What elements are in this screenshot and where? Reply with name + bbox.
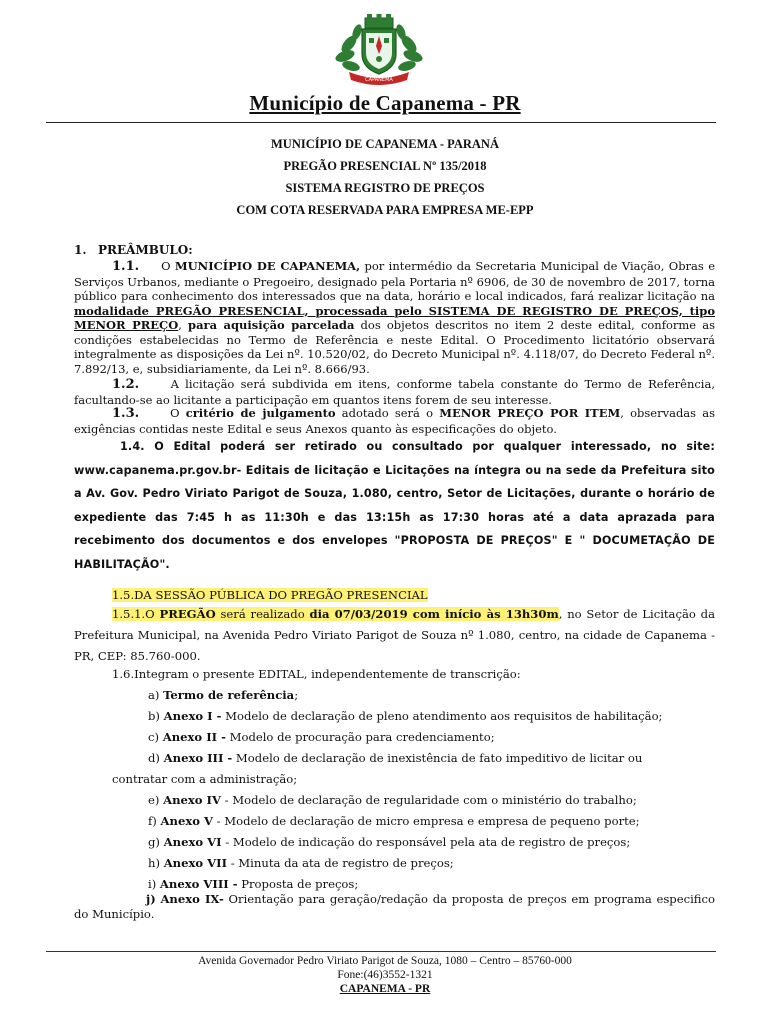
paragraph-1-5-1 xyxy=(74,604,715,667)
annex-desc: Modelo de declaração de inexistência de fato impeditivo de licitar ou xyxy=(232,751,643,765)
annex-desc: Orientação para geração/redação da proposta de preços em programa especifico do Município. xyxy=(74,892,715,921)
crest-ribbon-text: CAPANEMA xyxy=(365,77,393,83)
annex-letter: a) xyxy=(148,688,160,702)
annex-desc: - Modelo de indicação do responsável pela ata de registro de preços; xyxy=(221,835,631,849)
annex-desc: ; xyxy=(294,688,299,702)
annex-desc: Proposta de preços; xyxy=(237,877,359,891)
annex-item-h xyxy=(148,856,454,871)
annex-letter: c) xyxy=(148,730,160,744)
annex-letter: g) xyxy=(148,835,160,849)
annex-name: Anexo III - xyxy=(163,751,233,765)
text-run: por intermédio da Secretaria Municipal de Viação, Obras e Serviços Urbanos, mediante o Pregoeiro, designado pela Portaria nº 6906, de 30 de novembro de 2017, torna público para conhecimento dos interessados que na data, horário e local indicados, fará realizar licitação na xyxy=(74,259,716,303)
text-run-bold: critério de julgamento xyxy=(185,406,336,420)
annex-name: Anexo V xyxy=(160,814,213,828)
paragraph-1-3 xyxy=(74,406,715,436)
annex-desc: - Modelo de declaração de regularidade com o ministério do trabalho; xyxy=(220,793,637,807)
title-line-4: COM COTA RESERVADA PARA EMPRESA ME-EPP xyxy=(236,203,534,217)
section-1-5-heading xyxy=(112,588,428,603)
annex-letter: e) xyxy=(148,793,160,807)
annex-desc: - Minuta da ata de registro de preços; xyxy=(227,856,454,870)
coat-of-arms-icon xyxy=(335,14,423,86)
annex-desc: - Modelo de declaração de micro empresa e empresa de pequeno porte; xyxy=(213,814,640,828)
text-run: , xyxy=(178,318,189,332)
annex-name: Anexo VIII - xyxy=(159,877,238,891)
text-run-bold: MENOR PREÇO POR ITEM xyxy=(439,406,621,420)
annex-letter: i) xyxy=(148,877,157,891)
annex-name: Anexo IX- xyxy=(160,892,224,906)
paragraph-number: 1.2. xyxy=(112,377,140,392)
annex-letter: b) xyxy=(148,709,160,723)
annex-name: Anexo I - xyxy=(163,709,222,723)
annex-desc: Modelo de procuração para credenciamento; xyxy=(225,730,495,744)
annex-name: Anexo IV xyxy=(163,793,221,807)
annex-letter: d) xyxy=(148,751,160,765)
text-run-bold: para aquisição parcelada xyxy=(188,318,355,332)
title-line-1: MUNICÍPIO DE CAPANEMA - PARANÁ xyxy=(271,137,499,151)
annex-item-a xyxy=(148,688,298,703)
annex-item-i xyxy=(148,877,358,892)
annex-letter: j) xyxy=(146,892,156,906)
text-run: será realizado xyxy=(215,607,310,621)
annex-name: Anexo II - xyxy=(162,730,226,744)
footer-address: Avenida Governador Pedro Viriato Parigot de Souza, 1080 – Centro – 85760-000 xyxy=(198,955,572,967)
paragraph-1-6: 1.6.Integram o presente EDITAL, independentemente de transcrição: xyxy=(112,667,521,681)
text-run-bold-underline: modalidade PREGÃO PRESENCIAL, processada pelo SISTEMA DE REGISTRO DE PREÇOS, tipo MENOR PREÇO xyxy=(74,303,715,332)
footer-phone: Fone:(46)3552-1321 xyxy=(337,969,433,981)
annex-item-e xyxy=(148,793,637,808)
section-1-heading xyxy=(74,243,714,258)
annex-item-c xyxy=(148,730,495,745)
footer-rule xyxy=(46,951,716,952)
section-number: 1. xyxy=(74,243,87,257)
text-run: O xyxy=(170,406,186,420)
municipality-title: Município de Capanema - PR xyxy=(249,91,521,115)
text-run: 1.5.1.O xyxy=(112,607,160,621)
annex-item-j xyxy=(74,892,715,921)
paragraph-1-2 xyxy=(74,377,715,407)
text-run: O xyxy=(161,259,175,273)
text-run: dos objetos descritos no item 2 deste edital, conforme as condições estabelecidas no Termo de Referência e neste Edital. O Procedimento licitatório observará integralmente as disposições da Lei nº. 10.520/02, do Decreto Municipal nº. 4.118/07, do Decreto Federal nº. 7.892/13, e, subsidiariamente, da Lei nº. 8.666/93. xyxy=(74,318,716,376)
paragraph-number: 1.1. xyxy=(112,259,140,274)
highlighted-heading: 1.5.DA SESSÃO PÚBLICA DO PREGÃO PRESENCIAL xyxy=(112,588,428,602)
text-run: adotado será o xyxy=(335,406,440,420)
text-run: , observadas as exigências contidas neste Edital e seus Anexos quanto às especificações do objeto. xyxy=(74,406,716,436)
session-date-highlight: dia 07/03/2019 com início às 13h30m xyxy=(309,607,559,621)
annex-item-d xyxy=(148,751,715,766)
annex-desc: Modelo de declaração de pleno atendimento aos requisitos de habilitação; xyxy=(221,709,663,723)
annex-name: Anexo VII xyxy=(163,856,228,870)
title-line-2: PREGÃO PRESENCIAL Nº 135/2018 xyxy=(283,159,487,173)
section-title: PREÂMBULO: xyxy=(97,243,193,257)
annex-item-f xyxy=(148,814,640,829)
paragraph-number: 1.3. xyxy=(112,406,140,421)
header-rule xyxy=(46,122,716,123)
annex-name: Anexo VI xyxy=(163,835,222,849)
footer-city: CAPANEMA - PR xyxy=(339,983,431,995)
annex-name: Termo de referência xyxy=(163,688,295,702)
text-run-bold: MUNICÍPIO DE CAPANEMA, xyxy=(174,259,361,273)
annex-item-b xyxy=(148,709,662,724)
annex-letter: f) xyxy=(148,814,157,828)
annex-item-d-continuation: contratar com a administração; xyxy=(112,772,298,786)
text-run: , no Setor de Licitação da Prefeitura Municipal, na Avenida Pedro Viriato Parigot de Souza nº 1.080, centro, na cidade de Capanema - PR, CEP: 85.760-000. xyxy=(74,607,715,663)
annex-letter: h) xyxy=(148,856,160,870)
title-line-3: SISTEMA REGISTRO DE PREÇOS xyxy=(285,181,485,195)
annex-item-g xyxy=(148,835,630,850)
text-run: A licitação será subdivida em itens, conforme tabela constante do Termo de Referência, facultando-se ao licitante a participação em quantos itens forem de seu interesse. xyxy=(74,377,715,407)
paragraph-1-1 xyxy=(74,259,715,376)
text-run-bold: PREGÃO xyxy=(159,607,216,621)
paragraph-1-4: 1.4. O Edital poderá ser retirado ou consultado por qualquer interessado, no site: www.capanema.pr.gov.br- Editais de licitação e Licitações na íntegra ou na sede da Prefeitura sito a Av. Gov. Pedro Viriato Parigot de Souza, 1.080, centro, Setor de Licitações, durante o horário de expediente das 7:45 h as 11:30h e das 13:15h as 17:30 horas até a data aprazada para recebimento dos documentos e dos envelopes "PROPOSTA DE PREÇOS" E " DOCUMETAÇÃO DE HABILITAÇÃO". xyxy=(74,440,715,571)
